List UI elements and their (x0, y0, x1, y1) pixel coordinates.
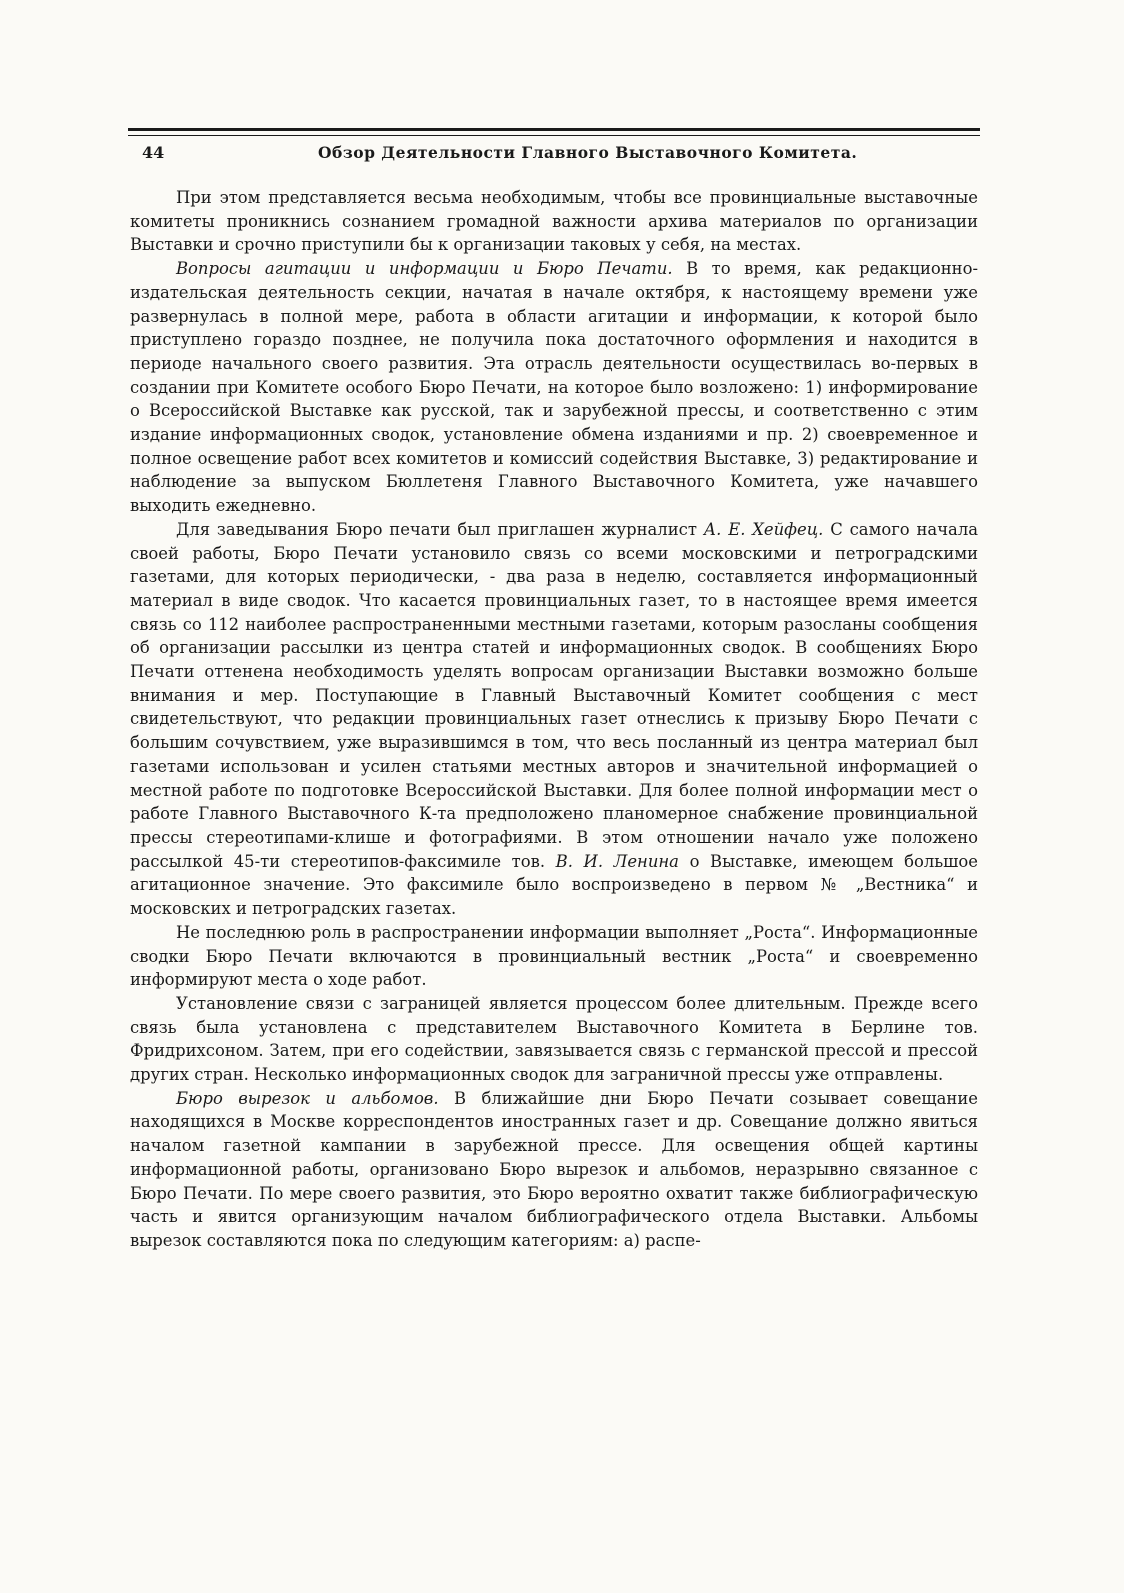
page-header (128, 128, 980, 165)
paragraph-text: Установление связи с заграницей является процессом более длительным. Прежде всего связь была установлена с представителем Выставочного Комитета в Берлине тов. Фридрихсоном. Затем, при его содействии, завязывается связь с германской прессой и прессой других стран. Несколько информационных сводок для заграничной прессы уже отправлены. (130, 993, 978, 1085)
person-name-kheifets: А. Е. Хейфец. (703, 519, 824, 539)
paragraph-archive (130, 186, 978, 257)
paragraph-text: С самого начала своей работы, Бюро Печати установило связь со всеми московскими и петроградскими газетами, для которых периодически, - два раза в неделю, составляется информационный материал в виде сводок. Что касается провинциальных газет, то в настоящее время имеется связь со 112 наиболее распространенными местными газетами, которым разосланы сообщения об организации рассылки из центра статей и информационных сводок. В сообщениях Бюро Печати оттенена необходимость уделять вопросам организации Выставки возможно больше внимания и мер. Поступающие в Главный Выставочный Комитет сообщения с мест свидетельствуют, что редакции провинциальных газет отнеслись к призыву Бюро Печати с большим сочувствием, уже выразившимся в том, что весь посланный из центра материал был газетами использован и усилен статьями местных авторов и значительной информацией о местной работе по подготовке Всероссийской Выставки. Для более полной информации мест о работе Главного Выставочного К-та предположено планомерное снабжение провинциальной прессы стереотипами-клише и фотографиями. В этом отношении начало уже положено рассылкой 45-ти стереотипов-факсимиле тов. (130, 519, 979, 871)
paragraph-text: Не последнюю роль в распространении информации выполняет „Роста“. Информационные сводки Бюро Печати включаются в провинциальный вестник „Роста“ и своевременно информируют места о ходе работ. (130, 922, 978, 990)
paragraph-clippings (130, 1087, 978, 1253)
paragraph-text: При этом представляется весьма необходимым, чтобы все провинциальные выставочные комитеты проникнись сознанием громадной важности архива материалов по организации Выставки и срочно приступили бы к организации таковых у себя, на местах. (130, 188, 978, 255)
paragraph-text: В ближайшие дни Бюро Печати созывает совещание находящихся в Москве корреспондентов иностранных газет и др. Совещание должно явиться началом газетной кампании в зарубежной прессе. Для освещения общей картины информационной работы, организовано Бюро вырезок и альбомов, неразрывно связанное с Бюро Печати. По мере своего развития, это Бюро вероятно охватит также библиографическую часть и явится организующим началом библиографического отдела Выставки. Альбомы вырезок составляются пока по следующим категориям: а) распе- (130, 1088, 978, 1250)
paragraph-press-bureau (130, 518, 978, 921)
running-title: Обзор Деятельности Главного Выставочного Комитета. (318, 143, 858, 162)
paragraph-rosta (130, 921, 978, 992)
section-lead-agitation: Вопросы агитации и информации и Бюро Печати. (176, 259, 673, 279)
section-lead-clippings: Бюро вырезок и альбомов. (176, 1088, 439, 1108)
paragraph-agitation (130, 257, 978, 518)
paragraph-text: Для заведывания Бюро печати был приглашен журналист (176, 519, 704, 539)
paragraph-text: о Выставке, имеющем большое агитационное значение. Это факсимиле было воспроизведено в первом № „Вестника“ и московских и петроградских газетах. (130, 851, 978, 919)
body-text (130, 186, 978, 1253)
person-name-lenin: В. И. Ленина (555, 851, 679, 871)
paragraph-text: В то время, как редакционно-издательская деятельность секции, начатая в начале октября, к настоящему времени уже развернулась в полной мере, работа в области агитации и информации, к которой было приступлено гораздо позднее, не получила пока достаточного оформления и находится в периоде начального своего развития. Эта отрасль деятельности осуществилась во-первых в создании при Комитете особого Бюро Печати, на которое было возложено: 1) информирование о Всероссийской Выставке как русской, так и зарубежной прессы, и соответственно с этим издание информационных сводок, установление обмена изданиями и пр. 2) своевременное и полное освещение работ всех комитетов и комиссий содействия Выставке, 3) редактирование и наблюдение за выпуском Бюллетеня Главного Выставочного Комитета, уже начавшего выходить ежедневно. (130, 259, 979, 516)
paragraph-abroad (130, 992, 978, 1087)
page-number: 44 (142, 143, 165, 162)
